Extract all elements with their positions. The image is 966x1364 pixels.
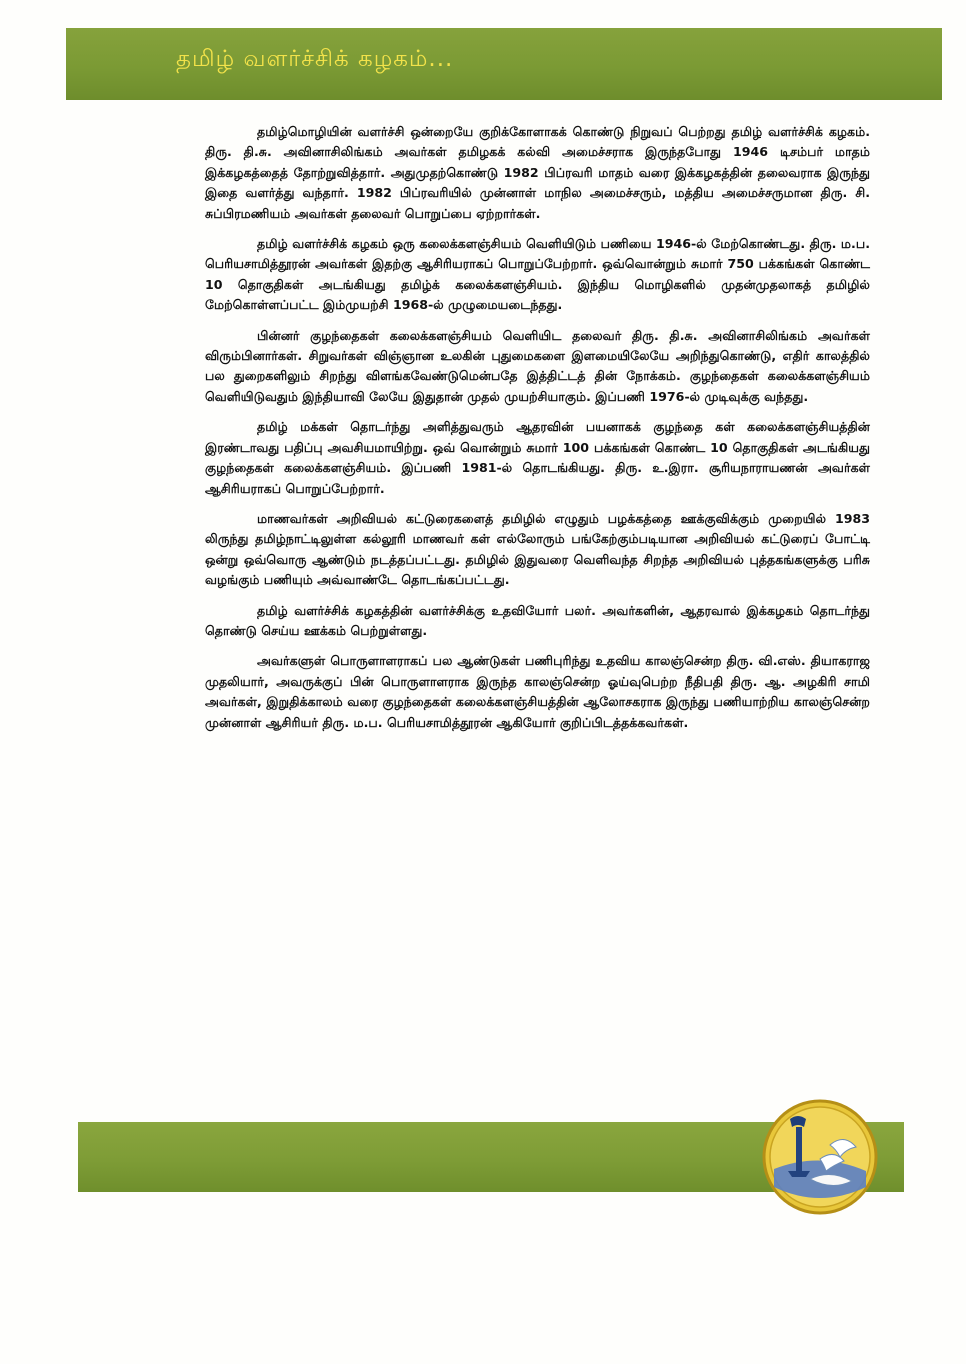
paragraph-4: தமிழ் மக்கள் தொடர்ந்து அளித்துவரும் ஆதரவின் பயனாகக் குழந்தை கள் கலைக்களஞ்சியத்தின் இரண்டாவது பதிப்பு அவசியமாயிற்று. ஒவ் வொன்றும் சுமார் 100 பக்கங்கள் கொண்ட 10 தொகுதிகள் அடங்கியது குழந்தைகள் கலைக்களஞ்சியம். இப்பணி 1981-ல் தொடங்கியது. திரு. உ.இரா. சூரியநாராயணன் அவர்கள் ஆசிரியராகப் பொறுப்பேற்றார்.: [205, 419, 870, 496]
paragraph-5: மாணவர்கள் அறிவியல் கட்டுரைகளைத் தமிழில் எழுதும் பழக்கத்தை ஊக்குவிக்கும் முறையில் 1983 லிருந்து தமிழ்நாட்டிலுள்ள கல்லூரி மாணவர் கள் எல்லோரும் பங்கேற்கும்படியான அறிவியல் கட்டுரைப் போட்டி ஒன்று ஒவ்வொரு ஆண்டும் நடத்தப்பட்டது. தமிழில் இதுவரை வெளிவந்த சிறந்த அறிவியல் புத்தகங்களுக்கு பரிசு வழங்கும் பணியும் அவ்வாண்டே தொடங்கப்பட்டது.: [205, 510, 870, 588]
paragraph-2: தமிழ் வளர்ச்சிக் கழகம் ஒரு கலைக்களஞ்சியம் வெளியிடும் பணியை 1946-ல் மேற்கொண்டது. திரு. ம.ப. பெரியசாமித்தூரன் அவர்கள் இதற்கு ஆசிரியராகப் பொறுப்பேற்றார். ஒவ்வொன்றும் சுமார் 750 பக்கங்கள் கொண்ட 10 தொகுதிகள் அடங்கியது தமிழ்க் கலைக்களஞ்சியம். இந்திய மொழிகளில் முதன்முதலாகத் தமிழில் மேற்கொள்ளப்பட்ட இம்முயற்சி 1968-ல் முழுமையடைந்தது.: [205, 236, 870, 313]
page-title: தமிழ் வளர்ச்சிக் கழகம்...: [176, 46, 454, 72]
paragraph-1: தமிழ்மொழியின் வளர்ச்சி ஒன்றையே குறிக்கோளாகக் கொண்டு நிறுவப் பெற்றது தமிழ் வளர்ச்சிக் கழகம். திரு. தி.சு. அவினாசிலிங்கம் அவர்கள் தமிழகக் கல்வி அமைச்சராக இருந்தபோது 1946 டிசம்பர் மாதம் இக்கழகத்தைத் தோற்றுவித்தார். அதுமுதற்கொண்டு 1982 பிப்ரவரி மாதம் வரை இக்கழகத்தின் தலைவராக இருந்து இதை வளர்த்து வந்தார். 1982 பிப்ரவரியில் முன்னாள் மாநில அமைச்சரும், மத்திய அமைச்சருமான திரு. சி. சுப்பிரமணியம் அவர்கள் தலைவர் பொறுப்பை ஏற்றார்கள்.: [205, 124, 870, 221]
lamp-lotus-emblem-icon: [760, 1097, 880, 1217]
paragraph-7: அவர்களுள் பொருளாளராகப் பல ஆண்டுகள் பணிபுரிந்து உதவிய காலஞ்சென்ற திரு. வி.எஸ். தியாகராஜ முதலியார், அவருக்குப் பின் பொருளாளராக இருந்த காலஞ்சென்ற ஓய்வுபெற்ற நீதிபதி திரு. ஆ. அழகிரி சாமி அவர்கள், இறுதிக்காலம் வரை குழந்தைகள் கலைக்களஞ்சியத்தின் ஆலோசகராக இருந்து பணியாற்றிய காலஞ்சென்ற முன்னாள் ஆசிரியர் திரு. ம.ப. பெரியசாமித்தூரன் ஆகியோர் குறிப்பிடத்தக்கவர்கள்.: [205, 653, 870, 730]
paragraph-6: தமிழ் வளர்ச்சிக் கழகத்தின் வளர்ச்சிக்கு உதவியோர் பலர். அவர்களின், ஆதரவால் இக்கழகம் தொடர்ந்து தொண்டு செய்ய ஊக்கம் பெற்றுள்ளது.: [205, 602, 870, 638]
paragraph-3: பின்னர் குழந்தைகள் கலைக்களஞ்சியம் வெளியிட தலைவர் திரு. தி.சு. அவினாசிலிங்கம் அவர்கள் விரும்பினார்கள். சிறுவர்கள் விஞ்ஞான உலகின் புதுமைகளை இளமையிலேயே அறிந்துகொண்டு, எதிர் காலத்தில் பல துறைகளிலும் சிறந்து விளங்கவேண்டுமென்பதே இத்திட்டத் தின் நோக்கம். குழந்தைகள் கலைக்களஞ்சியம் வெளியிடுவதும் இந்தியாவி லேயே இதுதான் முதல் முயற்சியாகும். இப்பணி 1976-ல் முடிவுக்கு வந்தது.: [205, 327, 870, 404]
article-body: [205, 122, 870, 743]
